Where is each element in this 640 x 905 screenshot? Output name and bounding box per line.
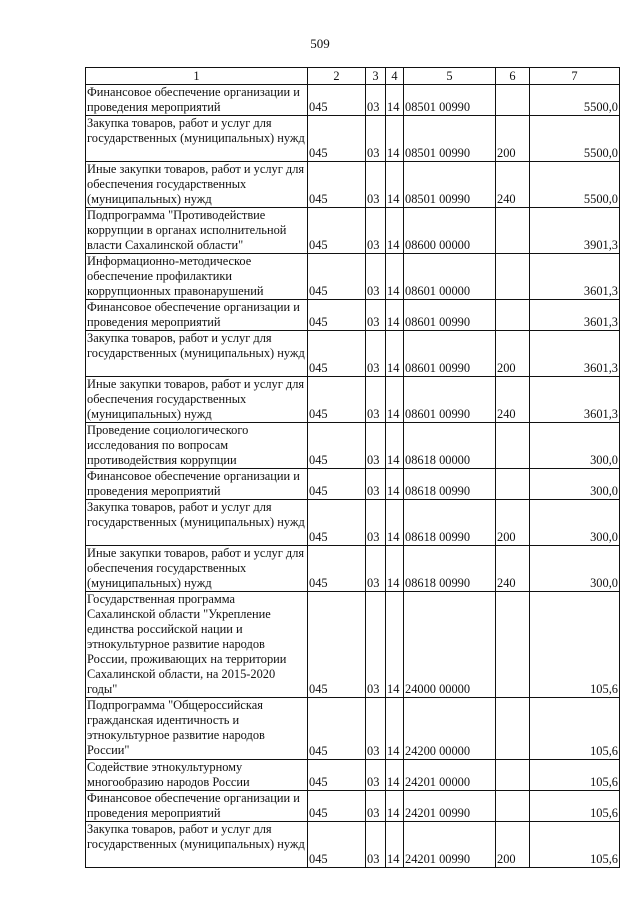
- section-code: 03: [366, 254, 386, 300]
- row-name: Иные закупки товаров, работ и услуг для обеспечения государственных (муниципальных) нужд: [86, 162, 308, 208]
- expense-type-code: [496, 469, 530, 500]
- amount-value: 300,0: [530, 546, 620, 592]
- section-code: 03: [366, 760, 386, 791]
- row-name: Иные закупки товаров, работ и услуг для обеспечения государственных (муниципальных) нужд: [86, 546, 308, 592]
- expense-type-code: 240: [496, 377, 530, 423]
- section-code: 03: [366, 592, 386, 698]
- row-name: Подпрограмма "Общероссийская гражданская идентичность и этнокультурное развитие народов России": [86, 698, 308, 760]
- row-name: Финансовое обеспечение организации и проведения мероприятий: [86, 85, 308, 116]
- table-row: [86, 822, 620, 868]
- table-row: [86, 592, 620, 698]
- row-name: Государственная программа Сахалинской области "Укрепление единства российской нации и этнокультурное развитие народов России, проживающих на территории Сахалинской области, на 2015-2020 годы": [86, 592, 308, 698]
- amount-value: 3601,3: [530, 300, 620, 331]
- target-article-code: 08501 00990: [404, 162, 496, 208]
- table-row: [86, 760, 620, 791]
- table-row: [86, 546, 620, 592]
- row-name: Закупка товаров, работ и услуг для государственных (муниципальных) нужд: [86, 116, 308, 162]
- subsection-code: 14: [386, 469, 404, 500]
- expense-type-code: [496, 423, 530, 469]
- subsection-code: 14: [386, 822, 404, 868]
- ministry-code: 045: [308, 791, 366, 822]
- amount-value: 105,6: [530, 791, 620, 822]
- ministry-code: 045: [308, 760, 366, 791]
- target-article-code: 24201 00990: [404, 791, 496, 822]
- table-row: [86, 116, 620, 162]
- amount-value: 3901,3: [530, 208, 620, 254]
- target-article-code: 24201 00000: [404, 760, 496, 791]
- row-name: Проведение социологического исследования по вопросам противодействия коррупции: [86, 423, 308, 469]
- amount-value: 5500,0: [530, 85, 620, 116]
- amount-value: 3601,3: [530, 331, 620, 377]
- amount-value: 105,6: [530, 822, 620, 868]
- header-cell: 6: [496, 68, 530, 85]
- ministry-code: 045: [308, 698, 366, 760]
- row-name: Закупка товаров, работ и услуг для государственных (муниципальных) нужд: [86, 822, 308, 868]
- target-article-code: 08601 00990: [404, 300, 496, 331]
- table-row: [86, 469, 620, 500]
- ministry-code: 045: [308, 822, 366, 868]
- section-code: 03: [366, 698, 386, 760]
- amount-value: 105,6: [530, 698, 620, 760]
- table-row: [86, 377, 620, 423]
- expense-type-code: [496, 791, 530, 822]
- amount-value: 105,6: [530, 760, 620, 791]
- subsection-code: 14: [386, 85, 404, 116]
- expense-type-code: [496, 300, 530, 331]
- subsection-code: 14: [386, 423, 404, 469]
- subsection-code: 14: [386, 592, 404, 698]
- expense-type-code: [496, 85, 530, 116]
- header-cell: 7: [530, 68, 620, 85]
- table-row: [86, 331, 620, 377]
- header-cell: 5: [404, 68, 496, 85]
- subsection-code: 14: [386, 377, 404, 423]
- table-row: [86, 423, 620, 469]
- row-name: Закупка товаров, работ и услуг для государственных (муниципальных) нужд: [86, 331, 308, 377]
- subsection-code: 14: [386, 331, 404, 377]
- subsection-code: 14: [386, 698, 404, 760]
- ministry-code: 045: [308, 162, 366, 208]
- section-code: 03: [366, 469, 386, 500]
- target-article-code: 08618 00000: [404, 423, 496, 469]
- subsection-code: 14: [386, 208, 404, 254]
- expense-type-code: 200: [496, 822, 530, 868]
- amount-value: 5500,0: [530, 162, 620, 208]
- table-row: [86, 698, 620, 760]
- table-row: [86, 300, 620, 331]
- expense-type-code: [496, 254, 530, 300]
- ministry-code: 045: [308, 500, 366, 546]
- target-article-code: 08618 00990: [404, 500, 496, 546]
- expense-type-code: 240: [496, 546, 530, 592]
- row-name: Содействие этнокультурному многообразию народов России: [86, 760, 308, 791]
- ministry-code: 045: [308, 116, 366, 162]
- amount-value: 105,6: [530, 592, 620, 698]
- target-article-code: 08601 00000: [404, 254, 496, 300]
- ministry-code: 045: [308, 85, 366, 116]
- subsection-code: 14: [386, 500, 404, 546]
- target-article-code: 24200 00000: [404, 698, 496, 760]
- target-article-code: 24000 00000: [404, 592, 496, 698]
- expense-type-code: [496, 698, 530, 760]
- row-name: Подпрограмма "Противодействие коррупции в органах исполнительной власти Сахалинской области": [86, 208, 308, 254]
- amount-value: 300,0: [530, 500, 620, 546]
- target-article-code: 08601 00990: [404, 331, 496, 377]
- table-row: [86, 162, 620, 208]
- expense-type-code: 200: [496, 331, 530, 377]
- amount-value: 300,0: [530, 423, 620, 469]
- row-name: Информационно-методическое обеспечение профилактики коррупционных правонарушений: [86, 254, 308, 300]
- ministry-code: 045: [308, 592, 366, 698]
- amount-value: 5500,0: [530, 116, 620, 162]
- section-code: 03: [366, 423, 386, 469]
- target-article-code: 08618 00990: [404, 469, 496, 500]
- budget-table: [85, 67, 620, 868]
- page-number: 509: [310, 36, 330, 51]
- amount-value: 3601,3: [530, 377, 620, 423]
- section-code: 03: [366, 208, 386, 254]
- row-name: Финансовое обеспечение организации и проведения мероприятий: [86, 791, 308, 822]
- subsection-code: 14: [386, 546, 404, 592]
- ministry-code: 045: [308, 254, 366, 300]
- expense-type-code: [496, 208, 530, 254]
- target-article-code: 08600 00000: [404, 208, 496, 254]
- header-cell: 4: [386, 68, 404, 85]
- ministry-code: 045: [308, 331, 366, 377]
- section-code: 03: [366, 162, 386, 208]
- table-row: [86, 500, 620, 546]
- expense-type-code: 200: [496, 116, 530, 162]
- row-name: Финансовое обеспечение организации и проведения мероприятий: [86, 300, 308, 331]
- section-code: 03: [366, 822, 386, 868]
- section-code: 03: [366, 546, 386, 592]
- ministry-code: 045: [308, 423, 366, 469]
- subsection-code: 14: [386, 791, 404, 822]
- expense-type-code: 200: [496, 500, 530, 546]
- expense-type-code: 240: [496, 162, 530, 208]
- subsection-code: 14: [386, 760, 404, 791]
- target-article-code: 24201 00990: [404, 822, 496, 868]
- ministry-code: 045: [308, 300, 366, 331]
- table-row: [86, 208, 620, 254]
- header-cell: 2: [308, 68, 366, 85]
- section-code: 03: [366, 300, 386, 331]
- header-cell: 3: [366, 68, 386, 85]
- section-code: 03: [366, 85, 386, 116]
- ministry-code: 045: [308, 208, 366, 254]
- subsection-code: 14: [386, 116, 404, 162]
- row-name: Иные закупки товаров, работ и услуг для обеспечения государственных (муниципальных) нужд: [86, 377, 308, 423]
- header-cell: 1: [86, 68, 308, 85]
- section-code: 03: [366, 377, 386, 423]
- ministry-code: 045: [308, 546, 366, 592]
- ministry-code: 045: [308, 377, 366, 423]
- target-article-code: 08501 00990: [404, 85, 496, 116]
- row-name: Финансовое обеспечение организации и проведения мероприятий: [86, 469, 308, 500]
- expense-type-code: [496, 760, 530, 791]
- amount-value: 300,0: [530, 469, 620, 500]
- table-row: [86, 254, 620, 300]
- subsection-code: 14: [386, 162, 404, 208]
- target-article-code: 08618 00990: [404, 546, 496, 592]
- table-row: [86, 85, 620, 116]
- table-row: [86, 791, 620, 822]
- subsection-code: 14: [386, 300, 404, 331]
- section-code: 03: [366, 500, 386, 546]
- expense-type-code: [496, 592, 530, 698]
- target-article-code: 08601 00990: [404, 377, 496, 423]
- table-body: [86, 85, 620, 868]
- ministry-code: 045: [308, 469, 366, 500]
- amount-value: 3601,3: [530, 254, 620, 300]
- row-name: Закупка товаров, работ и услуг для государственных (муниципальных) нужд: [86, 500, 308, 546]
- section-code: 03: [366, 791, 386, 822]
- section-code: 03: [366, 116, 386, 162]
- subsection-code: 14: [386, 254, 404, 300]
- target-article-code: 08501 00990: [404, 116, 496, 162]
- header-row: [86, 68, 620, 85]
- section-code: 03: [366, 331, 386, 377]
